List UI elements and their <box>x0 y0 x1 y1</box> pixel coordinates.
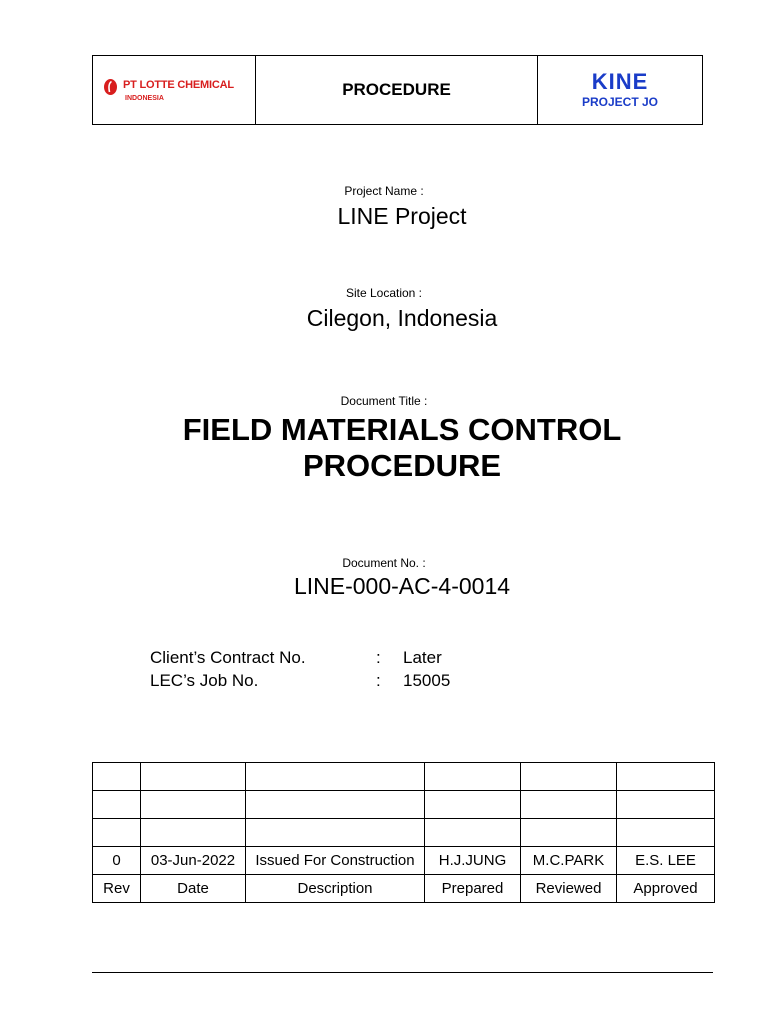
description-header: Description <box>246 875 425 903</box>
footer-divider <box>92 972 713 973</box>
revision-row <box>93 763 715 791</box>
project-name-label: Project Name : <box>344 184 424 198</box>
reviewed-cell <box>521 763 617 791</box>
revision-row <box>93 819 715 847</box>
document-type: PROCEDURE <box>256 56 538 125</box>
reviewed-cell: M.C.PARK <box>521 847 617 875</box>
description-cell <box>246 819 425 847</box>
job-no-separator: : <box>376 671 381 690</box>
approved-header: Approved <box>617 875 715 903</box>
document-title-label: Document Title : <box>340 394 428 408</box>
date-header: Date <box>141 875 246 903</box>
rev-cell <box>93 819 141 847</box>
document-no-value: LINE-000-AC-4-0014 <box>293 573 511 599</box>
description-cell <box>246 763 425 791</box>
revision-row <box>93 847 715 875</box>
reviewed-cell <box>521 819 617 847</box>
date-cell <box>141 791 246 819</box>
prepared-cell <box>425 763 521 791</box>
company-name: PT LOTTE CHEMICAL <box>123 79 234 91</box>
date-cell <box>141 819 246 847</box>
revision-row <box>93 791 715 819</box>
prepared-cell <box>425 819 521 847</box>
revision-table <box>92 762 715 903</box>
client-contract-value: Later <box>403 648 442 667</box>
approved-cell: E.S. LEE <box>617 847 715 875</box>
approved-cell <box>617 819 715 847</box>
rev-cell: 0 <box>93 847 141 875</box>
company-country: INDONESIA <box>125 95 164 102</box>
contractor-name: KINE <box>591 69 649 94</box>
document-title-line-1: FIELD MATERIALS CONTROL <box>182 412 622 447</box>
date-cell <box>141 763 246 791</box>
contractor-logo-cell <box>538 56 703 125</box>
client-contract-label: Client’s Contract No. <box>150 648 306 667</box>
rev-cell <box>93 763 141 791</box>
reviewed-header: Reviewed <box>521 875 617 903</box>
site-location-value: Cilegon, Indonesia <box>306 305 498 331</box>
prepared-cell <box>425 791 521 819</box>
rev-cell <box>93 791 141 819</box>
document-no-label: Document No. : <box>342 556 426 570</box>
description-cell: Issued For Construction <box>246 847 425 875</box>
description-cell <box>246 791 425 819</box>
prepared-header: Prepared <box>425 875 521 903</box>
document-title-line-2: PROCEDURE <box>302 448 502 483</box>
revision-header-row <box>93 875 715 903</box>
prepared-cell: H.J.JUNG <box>425 847 521 875</box>
client-contract-separator: : <box>376 648 381 667</box>
document-header <box>92 55 703 125</box>
lotte-logo-icon <box>103 78 118 96</box>
date-cell: 03-Jun-2022 <box>141 847 246 875</box>
project-name-value: LINE Project <box>337 203 467 229</box>
company-logo-cell <box>93 56 256 125</box>
contractor-sub: PROJECT JO <box>581 95 659 109</box>
site-location-label: Site Location : <box>345 286 423 300</box>
reviewed-cell <box>521 791 617 819</box>
job-no-value: 15005 <box>403 671 451 690</box>
approved-cell <box>617 791 715 819</box>
job-no-label: LEC’s Job No. <box>150 671 259 690</box>
rev-header: Rev <box>93 875 141 903</box>
approved-cell <box>617 763 715 791</box>
